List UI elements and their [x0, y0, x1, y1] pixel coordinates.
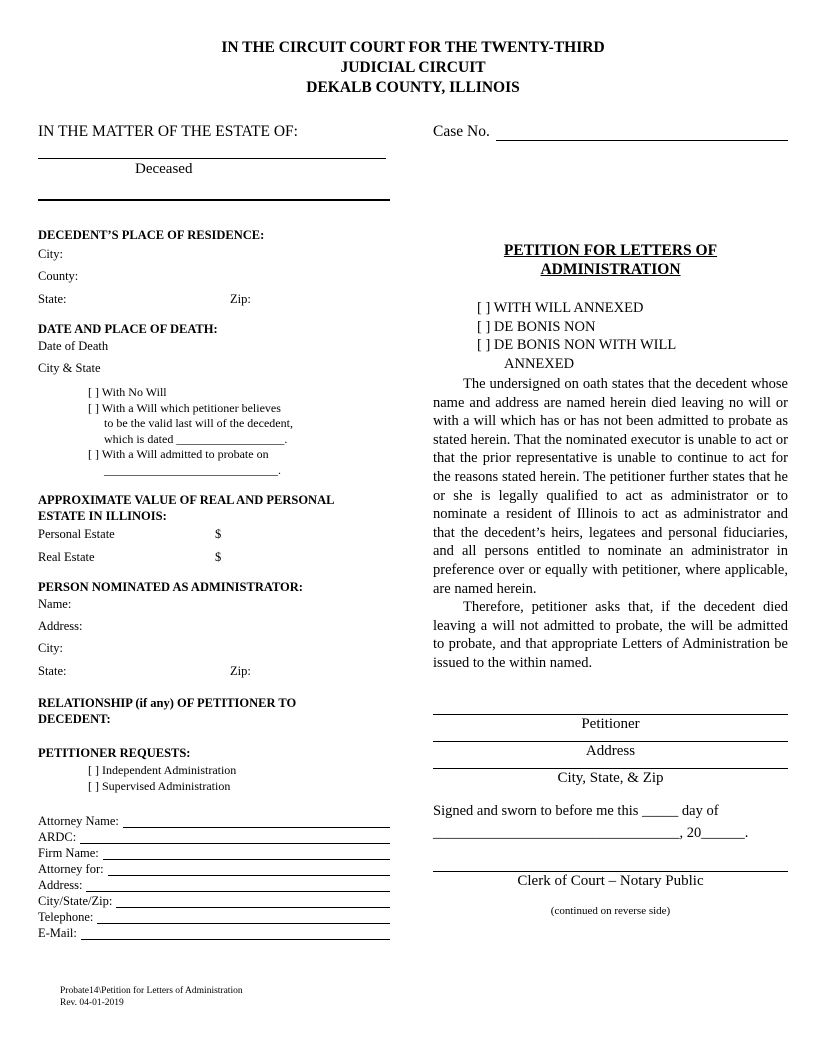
date-of-death-label: Date of Death	[38, 339, 109, 353]
address-block	[433, 734, 788, 761]
address-label: Address	[585, 742, 636, 759]
residence-city-label: City:	[38, 247, 64, 261]
attorney-city-state-zip-label: City/State/Zip:	[38, 894, 113, 908]
attorney-address-row	[38, 876, 390, 892]
petitioner-label: Petitioner	[581, 715, 640, 732]
petition-type-options	[477, 299, 788, 373]
sworn-line2: __________________________________, 20______.	[433, 824, 749, 841]
value-heading-line2: ESTATE IN ILLINOIS:	[38, 509, 167, 523]
residence-zip-label: Zip:	[230, 292, 251, 306]
firm-name-label: Firm Name:	[38, 846, 99, 860]
personal-estate-label: Personal Estate	[38, 527, 115, 541]
residence-county-label: County:	[38, 269, 79, 283]
email-input[interactable]	[81, 939, 390, 940]
petition-title-line2: ADMINISTRATION	[540, 261, 681, 278]
option-de-bonis-non	[477, 318, 788, 337]
firm-name-row	[38, 844, 390, 860]
no-will-label: With No Will	[101, 385, 167, 399]
no-will-checkbox[interactable]: [ ]	[88, 385, 99, 399]
option-de-bonis-non-with-will	[477, 336, 788, 355]
estate-matter-label: IN THE MATTER OF THE ESTATE OF:	[38, 123, 298, 140]
personal-estate-dollar: $	[215, 527, 222, 541]
will-believes-label: With a Will which petitioner believes	[101, 400, 281, 415]
de-bonis-non-with-will-label: DE BONIS NON WITH WILL	[493, 337, 677, 353]
admin-zip-label: Zip:	[230, 664, 251, 678]
value-heading-line1: APPROXIMATE VALUE OF REAL AND PERSONAL	[38, 493, 335, 507]
attorney-name-label: Attorney Name:	[38, 814, 119, 828]
de-bonis-non-checkbox[interactable]: [ ]	[477, 318, 491, 335]
attorney-name-input[interactable]	[123, 827, 390, 828]
requests-heading: PETITIONER REQUESTS:	[38, 746, 191, 760]
clerk-signature-block	[433, 864, 788, 891]
footer	[60, 986, 243, 1009]
footer-revision: Rev. 04-01-2019	[60, 997, 124, 1008]
will-probate-date-line[interactable]: _____________________________.	[104, 462, 281, 477]
relationship-heading-line2: DECEDENT:	[38, 712, 111, 726]
petitioner-signature-block	[433, 707, 788, 734]
caption-divider	[38, 199, 390, 201]
two-column-body	[38, 122, 788, 940]
residence-state-zip-row	[38, 292, 390, 307]
option-will-believes	[88, 401, 390, 417]
will-options	[88, 385, 390, 478]
will-probate-label: With a Will admitted to probate on	[101, 447, 269, 461]
option-independent-administration	[88, 763, 390, 779]
city-state-zip-line[interactable]	[433, 761, 788, 769]
petition-title-line1: PETITION FOR LETTERS OF	[503, 242, 718, 259]
sworn-line1: Signed and sworn to before me this _____ day of	[433, 802, 719, 819]
option-supervised-administration	[88, 779, 390, 795]
address-line[interactable]	[433, 734, 788, 742]
footer-form-id: Probate14\Petition for Letters of Administration	[60, 986, 243, 996]
real-estate-label: Real Estate	[38, 550, 95, 564]
real-estate-row	[38, 550, 390, 565]
admin-address-label: Address:	[38, 619, 83, 633]
ardc-label: ARDC:	[38, 830, 77, 844]
residence-state-label: State:	[38, 292, 67, 306]
petition-title	[433, 241, 788, 279]
value-heading	[38, 492, 390, 524]
admin-name-label: Name:	[38, 597, 72, 611]
court-header-line1: IN THE CIRCUIT COURT FOR THE TWENTY-THIRD	[221, 39, 605, 56]
attorney-for-input[interactable]	[108, 875, 390, 876]
city-state-zip-block	[433, 761, 788, 788]
ardc-row	[38, 828, 390, 844]
right-column	[433, 122, 788, 940]
residence-heading: DECEDENT’S PLACE OF RESIDENCE:	[38, 228, 265, 242]
telephone-label: Telephone:	[38, 910, 94, 924]
death-heading: DATE AND PLACE OF DEATH:	[38, 322, 218, 336]
email-row	[38, 924, 390, 940]
petition-paragraph-1: The undersigned on oath states that the decedent whose name and address are named herein died leaving no will or with a will which has or has not been admitted to probate as stated herein. That the nominated executor is unable to act or that the prior representative is unable to continue to act for the reasons stated herein. The petitioner further states that he or she is legally qualified to act as administrator or to nominate a resident of Illinois to act as administrator and that the decedent’s heirs, legatees and personal fiduciaries, and all persons entitled to nominate an administrator in preference over or equally with petitioner, where applicable, are named herein.	[433, 376, 788, 597]
request-options	[88, 763, 390, 794]
de-bonis-non-with-will-checkbox[interactable]: [ ]	[477, 337, 491, 353]
court-header-line2: JUDICIAL CIRCUIT	[340, 59, 486, 76]
sworn-statement	[433, 800, 788, 844]
continued-note: (continued on reverse side)	[550, 904, 671, 917]
decedent-name-field[interactable]	[38, 141, 386, 159]
with-will-annexed-checkbox[interactable]: [ ]	[477, 300, 491, 316]
firm-name-input[interactable]	[103, 859, 390, 860]
admin-city-label: City:	[38, 641, 64, 655]
case-no-input[interactable]	[496, 140, 788, 141]
attorney-info-block	[38, 812, 390, 940]
supervised-administration-label: Supervised Administration	[102, 778, 231, 793]
clerk-label: Clerk of Court – Notary Public	[517, 872, 704, 889]
attorney-address-input[interactable]	[86, 891, 390, 892]
with-will-annexed-label: WITH WILL ANNEXED	[493, 300, 644, 316]
attorney-for-label: Attorney for:	[38, 862, 104, 876]
nominated-heading: PERSON NOMINATED AS ADMINISTRATOR:	[38, 580, 303, 594]
court-header	[38, 38, 788, 98]
option-no-will	[88, 385, 390, 401]
independent-administration-checkbox[interactable]: [ ]	[88, 763, 99, 777]
telephone-input[interactable]	[97, 923, 390, 924]
city-state-zip-label: City, State, & Zip	[557, 769, 664, 786]
ardc-input[interactable]	[80, 843, 390, 844]
deceased-label: Deceased	[135, 161, 193, 177]
email-label: E-Mail:	[38, 926, 77, 940]
independent-administration-label: Independent Administration	[102, 763, 237, 777]
attorney-city-state-zip-row	[38, 892, 390, 908]
case-number-row	[433, 122, 788, 141]
will-probate-checkbox[interactable]: [ ]	[88, 447, 99, 461]
death-city-state-label: City & State	[38, 361, 101, 375]
personal-estate-row	[38, 527, 390, 542]
left-column	[38, 122, 390, 940]
petitioner-signature-line[interactable]	[433, 707, 788, 715]
option-with-will-annexed	[477, 299, 788, 318]
attorney-name-row	[38, 812, 390, 828]
will-believes-line2: to be the valid last will of the decedent,	[104, 416, 293, 430]
petition-paragraph-2: Therefore, petitioner asks that, if the decedent died leaving a will not admitted to probate, the will be admitted to probate, and that appropriate Letters of Administration be issued to the within named.	[433, 599, 788, 671]
attorney-city-state-zip-input[interactable]	[116, 907, 390, 908]
de-bonis-non-with-will-label-cont: ANNEXED	[504, 355, 575, 372]
relationship-heading-line1: RELATIONSHIP (if any) OF PETITIONER TO	[38, 696, 297, 710]
option-will-probate	[88, 447, 390, 463]
will-believes-line3: which is dated __________________.	[104, 431, 288, 446]
court-header-line3: DEKALB COUNTY, ILLINOIS	[306, 79, 520, 96]
will-believes-checkbox[interactable]: [ ]	[88, 400, 99, 415]
case-no-label: Case No.	[433, 123, 490, 140]
supervised-administration-checkbox[interactable]: [ ]	[88, 778, 99, 793]
clerk-signature-line[interactable]	[433, 864, 788, 872]
admin-state-label: State:	[38, 664, 67, 678]
real-estate-dollar: $	[215, 550, 222, 564]
attorney-for-row	[38, 860, 390, 876]
telephone-row	[38, 908, 390, 924]
attorney-address-label: Address:	[38, 878, 83, 892]
de-bonis-non-label: DE BONIS NON	[493, 318, 596, 335]
admin-state-zip-row	[38, 664, 390, 679]
relationship-heading	[38, 695, 390, 727]
